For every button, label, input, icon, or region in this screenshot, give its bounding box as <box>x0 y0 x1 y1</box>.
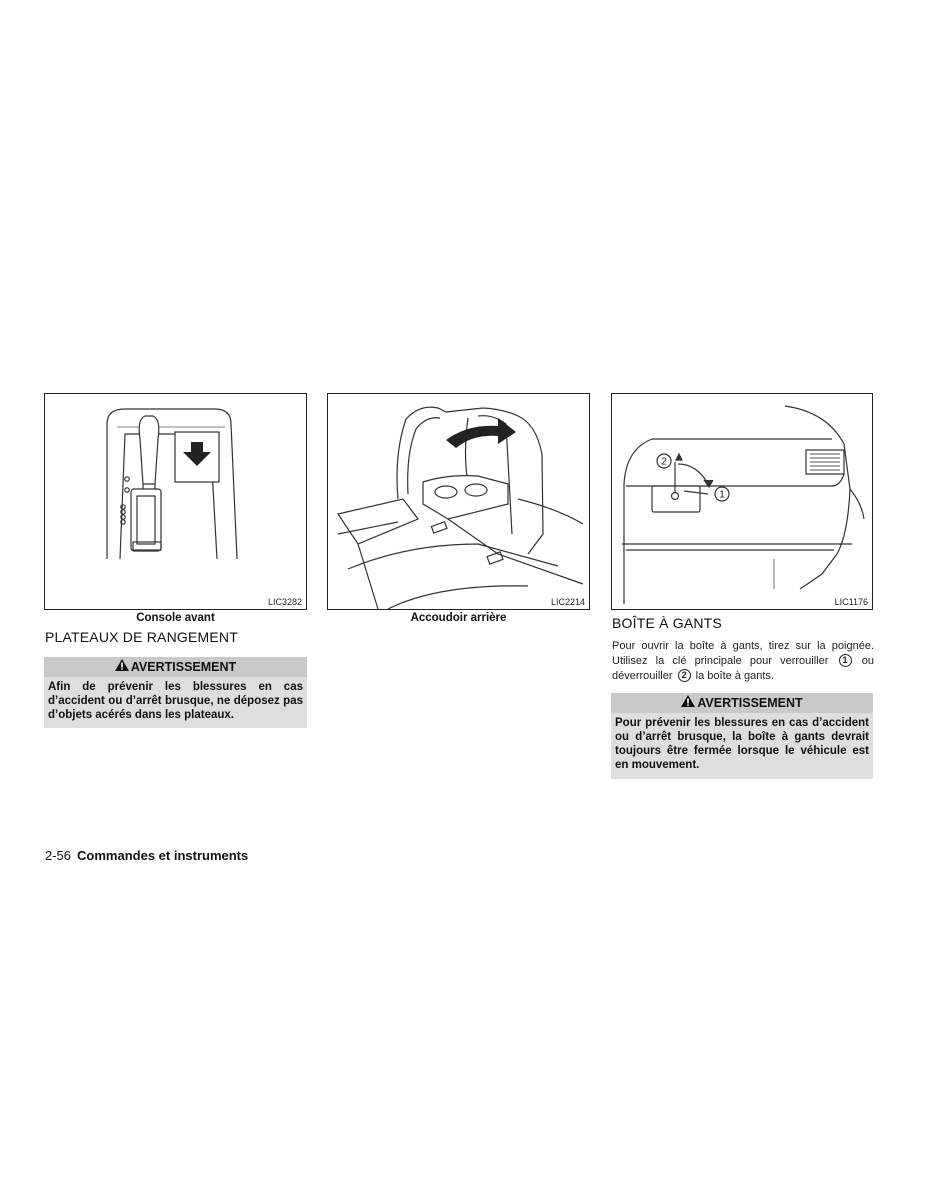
warning-triangle-icon <box>681 693 695 713</box>
figure-front-console <box>44 393 307 610</box>
callout-2: 2 <box>661 456 667 468</box>
callout-2-badge: 2 <box>678 669 691 682</box>
figure-rear-armrest <box>327 393 590 610</box>
warning-box-trays <box>44 657 307 728</box>
console-illustration <box>45 394 306 609</box>
glove-box-paragraph <box>612 639 874 684</box>
callout-1: 1 <box>719 489 725 501</box>
figure-caption: Console avant <box>136 612 215 624</box>
warning-heading: AVERTISSEMENT <box>130 660 237 674</box>
section-title-storage-trays: PLATEAUX DE RANGEMENT <box>45 629 238 645</box>
page-footer <box>45 848 248 863</box>
callout-1-badge: 1 <box>839 654 852 667</box>
chapter-title: Commandes et instruments <box>77 848 249 863</box>
warning-header <box>611 693 873 713</box>
paragraph-part-1: Pour ouvrir la boîte à gants, tirez sur la poignée. Utilisez la clé principale pour verrouiller <box>612 640 874 667</box>
paragraph-part-3: la boîte à gants. <box>695 670 774 682</box>
armrest-illustration <box>328 394 589 609</box>
figure-caption: Accoudoir arrière <box>410 612 507 624</box>
warning-box-glove-box <box>611 693 873 779</box>
paragraph-part-2: ou déverrouiller <box>612 655 874 682</box>
figure-code: LIC3282 <box>267 597 302 607</box>
glove-box-illustration <box>612 394 872 609</box>
figure-code: LIC2214 <box>550 597 585 607</box>
figure-code: LIC1176 <box>834 597 868 607</box>
warning-heading: AVERTISSEMENT <box>697 696 803 710</box>
warning-header <box>44 657 307 677</box>
warning-text: Afin de prévenir les blessures en cas d’accident ou d’arrêt brusque, ne déposez pas d’objets acérés dans les plateaux. <box>48 681 303 721</box>
warning-text: Pour prévenir les blessures en cas d’accident ou d’arrêt brusque, la boîte à gants devrait toujours être fermée lorsque le véhicule est en mouvement. <box>615 717 869 771</box>
warning-triangle-icon <box>115 657 129 677</box>
section-title-glove-box: BOÎTE À GANTS <box>612 615 722 631</box>
figure-glove-box <box>611 393 873 610</box>
page-number: 2-56 <box>45 848 72 863</box>
